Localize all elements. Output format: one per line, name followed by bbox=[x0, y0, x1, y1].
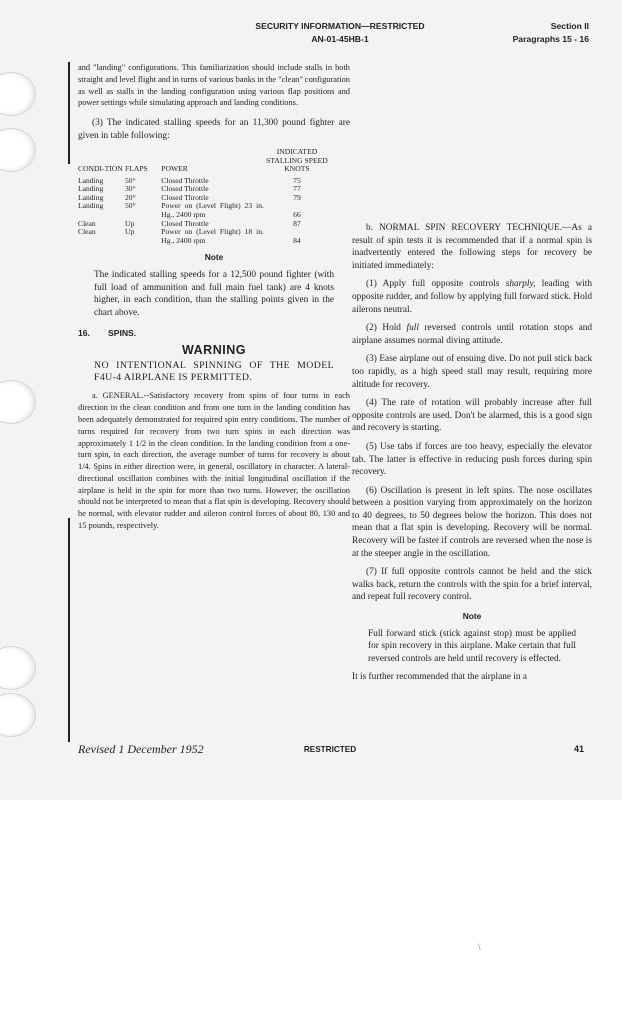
cell-speed: 77 bbox=[293, 184, 301, 194]
revision-date: Revised 1 December 1952 bbox=[78, 742, 204, 756]
table-header-row bbox=[78, 148, 330, 176]
recovery-step-4: (4) The rate of rotation will probably increase after full opposite controls are used. Don't be alarmed, this is a good sign and recovery is starting. bbox=[352, 398, 592, 434]
step-text: (2) Hold bbox=[366, 323, 407, 334]
left-column bbox=[78, 62, 350, 538]
recovery-technique-intro: b. NORMAL SPIN RECOVERY TECHNIQUE.—As a result of spin tests it is recommended that if a normal spin is inadvertently entered the following steps for recovery be initiated immediately: bbox=[352, 223, 592, 271]
section-number: 16. bbox=[78, 328, 90, 339]
section-label: Section II bbox=[550, 21, 589, 31]
recovery-step-5: (5) Use tabs if forces are too heavy, especially the elevator tab. The latter is effective in reducing push forces during spin recovery. bbox=[352, 441, 592, 478]
recovery-step-2 bbox=[352, 322, 592, 347]
header-flaps: FLAPS bbox=[124, 164, 148, 174]
recovery-step-7: (7) If full opposite controls cannot be held and the stick walks back, return the controls with the spin for a brief interval, and repeat full recovery control. bbox=[352, 567, 592, 603]
cell-power: Power on (Level Flight) 18 in. Hg., 2400 rpm bbox=[161, 227, 264, 245]
binder-hole bbox=[0, 646, 36, 690]
cell-speed: 87 bbox=[293, 218, 301, 228]
cell-flaps: 30° bbox=[124, 184, 136, 194]
cell-speed: 75 bbox=[293, 175, 301, 185]
header-power: POWER bbox=[161, 164, 188, 174]
header-speed: INDICATED STALLING SPEED KNOTS bbox=[266, 147, 328, 174]
section-header bbox=[469, 20, 589, 46]
cell-speed: 79 bbox=[293, 192, 301, 202]
cell-power: Closed Throttle bbox=[161, 192, 209, 202]
step-text: reversed controls until rotation stops and airplane assumes normal diving attitude. bbox=[352, 323, 592, 346]
cell-condition: Landing bbox=[78, 184, 104, 194]
step-text: (1) Apply full opposite controls bbox=[366, 279, 506, 290]
stray-mark: \ bbox=[478, 942, 481, 952]
cell-power: Closed Throttle bbox=[161, 184, 209, 194]
paragraphs-label: Paragraphs 15 - 16 bbox=[512, 34, 589, 44]
closing-paragraph: It is further recommended that the airplane in a bbox=[352, 672, 528, 683]
recovery-step-3: (3) Ease airplane out of ensuing dive. Do not pull stick back too rapidly, as a high speed stall may result, requiring more altitude for recovery. bbox=[352, 354, 592, 390]
binder-hole bbox=[0, 380, 36, 424]
restricted-label: RESTRICTED bbox=[303, 745, 357, 754]
blank-area bbox=[0, 800, 622, 1024]
cell-speed: 84 bbox=[293, 235, 301, 245]
page-number: 41 bbox=[573, 744, 584, 754]
cell-condition: Landing bbox=[78, 192, 104, 202]
header-condition: CONDI-TION bbox=[78, 164, 123, 174]
binder-hole bbox=[0, 128, 36, 172]
cell-power: Power on (Level Flight) 23 in. Hg., 2400 rpm bbox=[161, 201, 264, 219]
cell-condition: Clean bbox=[78, 227, 96, 237]
cell-condition: Landing bbox=[78, 201, 104, 211]
table-row bbox=[78, 228, 330, 245]
item-3-paragraph: (3) The indicated stalling speeds for an 11,300 pound fighter are given in table following: bbox=[78, 118, 350, 141]
binder-hole bbox=[0, 72, 36, 116]
cell-flaps: Up bbox=[124, 218, 135, 228]
note-text: Full forward stick (stick against stop) must be applied for spin recovery in this airplane. Make certain that full reversed controls are held until recovery is effected. bbox=[368, 628, 576, 664]
cell-condition: Clean bbox=[78, 218, 96, 228]
security-header bbox=[230, 20, 450, 46]
revision-bar bbox=[68, 62, 70, 164]
right-column bbox=[352, 222, 592, 690]
section-heading bbox=[78, 327, 350, 340]
warning-text: NO INTENTIONAL SPINNING OF THE MODEL F4U-4 AIRPLANE IS PERMITTED. bbox=[94, 359, 334, 383]
note-heading: Note bbox=[204, 252, 224, 263]
revision-bar bbox=[68, 518, 70, 742]
cell-flaps: 20° bbox=[124, 192, 136, 202]
document-number: AN-01-45HB-1 bbox=[311, 34, 369, 44]
intro-paragraph: and "landing" configurations. This familiarization should include stalls in both straight and level flight and in turns of various banks in the "clean" configuration as well as stalls in the landing configuration using various flap positions and power settings while simulating approach and landing conditions. bbox=[78, 63, 350, 108]
section-title: SPINS. bbox=[108, 328, 137, 339]
warning-heading: WARNING bbox=[182, 342, 246, 357]
step-emphasis: sharply, bbox=[505, 279, 536, 290]
step-emphasis: full bbox=[406, 323, 419, 334]
cell-power: Closed Throttle bbox=[161, 175, 209, 185]
security-classification: SECURITY INFORMATION—RESTRICTED bbox=[255, 21, 425, 31]
general-paragraph: a. GENERAL.--Satisfactory recovery from spins of four turns in each direction in the clean condition and from one turn in the landing condition has been adequately demonstrated for required spin entry conditions. The number of turns required for recovery from two turn spins in each direction was approximately 1 1/2 in the clean condition. In the landing condition from a one-turn spin, in each direction, the average number of turns for recovery is about 1/4. Spins in either direction were, in general, oscillatory in character. A lateral-directional oscillation combines with the initial longitudinal oscillation if the airplane is held in the spin for more than two turns. However, the oscillation should not be interpreted to mean that a flat spin is developing. Recovery should be normal, with elevator rudder and aileron control forces of about 80, 130 and 15 pounds, respectively. bbox=[78, 391, 350, 531]
cell-flaps: 50° bbox=[124, 201, 136, 211]
cell-speed: 66 bbox=[293, 209, 301, 219]
cell-flaps: 50° bbox=[124, 175, 136, 185]
table-row bbox=[78, 202, 330, 219]
cell-flaps: Up bbox=[124, 227, 135, 237]
note-heading: Note bbox=[462, 611, 482, 622]
stalling-speed-table bbox=[78, 148, 330, 245]
step-text: leading with opposite rudder, and follow by applying full forward stick. Hold ailerons neutral. bbox=[352, 279, 593, 315]
binder-hole bbox=[0, 693, 36, 737]
recovery-step-1 bbox=[352, 278, 592, 316]
cell-power: Closed Throttle bbox=[161, 218, 209, 228]
cell-condition: Landing bbox=[78, 175, 104, 185]
note-text: The indicated stalling speeds for a 12,500 pound fighter (with full load of ammunition and full main fuel tank) are 4 knots higher, in each condition, than the stalling points given in the chart above. bbox=[94, 269, 334, 318]
recovery-step-6: (6) Oscillation is present in left spins. The nose oscillates between a position varying from approximately on the horizon to 40 degrees, to 50 degrees below the horizon. This does not mean that a flat spin is developing. Recovery will be normal. Recovery will be faster if controls are reversed when the nose is at the steeper angle in the oscillation. bbox=[352, 485, 592, 559]
